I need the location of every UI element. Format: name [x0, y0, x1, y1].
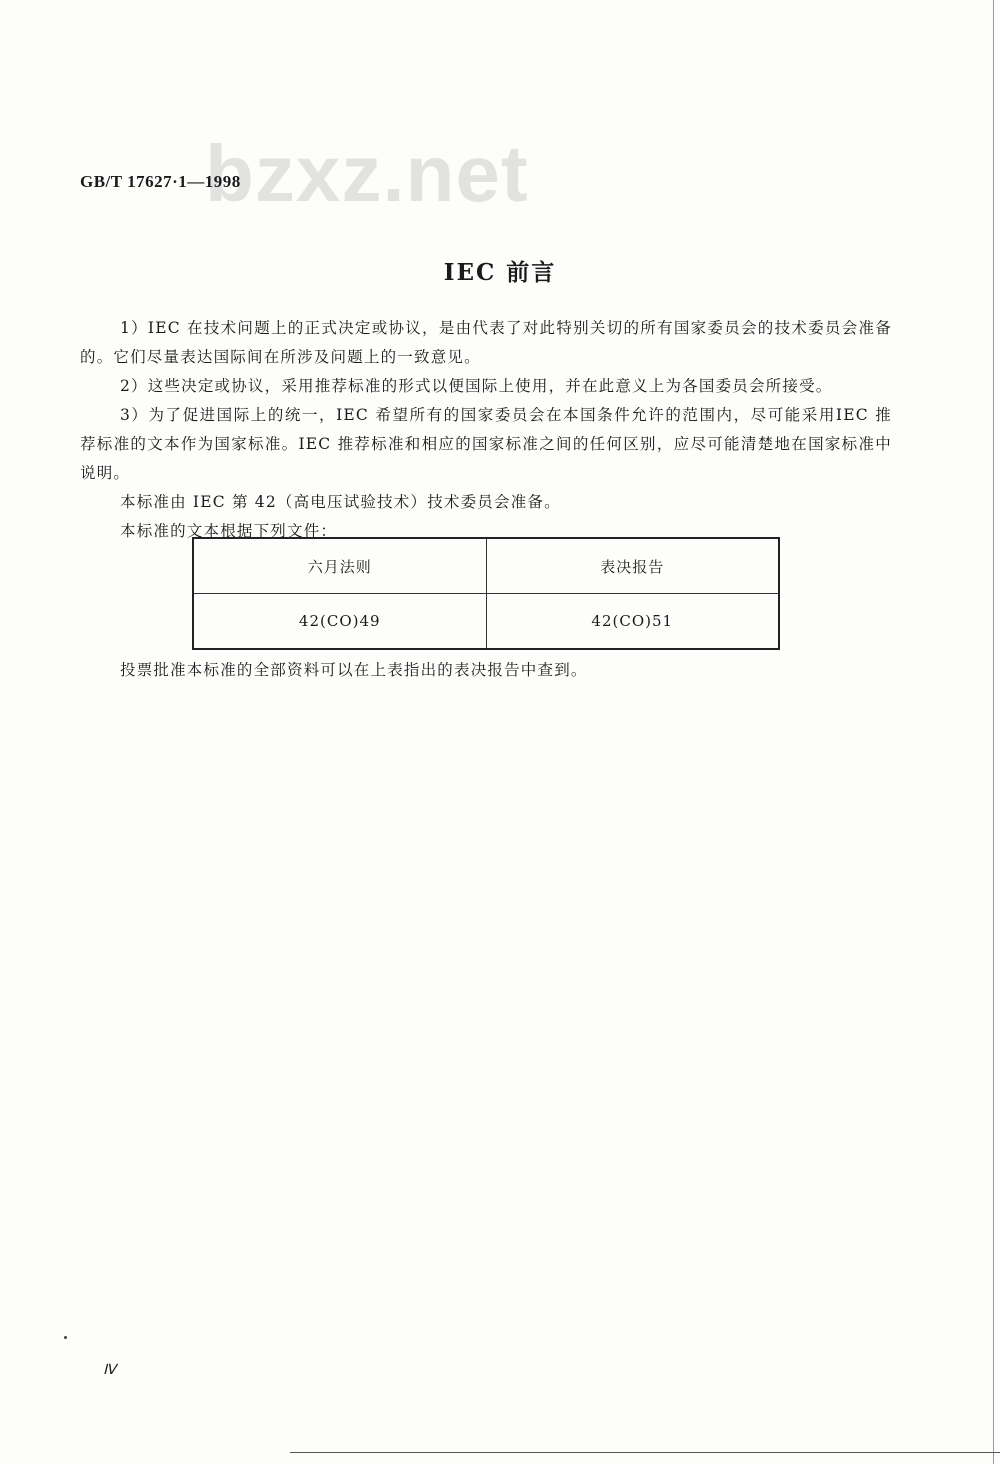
table-cell: 42(CO)49 [193, 594, 486, 650]
paragraph-1: 1）IEC 在技术问题上的正式决定或协议，是由代表了对此特别关切的所有国家委员会的技术委员会准备的。它们尽量表达国际间在所涉及问题上的一致意见。 [80, 319, 892, 366]
table-header-row [193, 538, 779, 594]
document-table [192, 537, 780, 650]
table-header-cell: 表决报告 [486, 538, 779, 594]
paragraph-3: 3）为了促进国际上的统一，IEC 希望所有的国家委员会在本国条件允许的范围内，尽可能采用IEC 推荐标准的文本作为国家标准。IEC 推荐标准和相应的国家标准之间的任何区别，应尽可能清楚地在国家标准中说明。 [80, 406, 892, 482]
paragraph-4: 本标准由 IEC 第 42（高电压试验技术）技术委员会准备。 [120, 493, 561, 511]
scan-speck [64, 1336, 67, 1339]
page-title: IEC 前言 [443, 259, 557, 286]
scan-bottom-line [290, 1452, 1000, 1453]
closing-paragraph: 投票批准本标准的全部资料可以在上表指出的表决报告中查到。 [120, 661, 588, 679]
paragraph-5: 本标准的文本根据下列文件： [120, 522, 338, 540]
scan-edge-line [993, 0, 994, 1464]
table-cell: 42(CO)51 [486, 594, 779, 650]
paragraph-2: 2）这些决定或协议，采用推荐标准的形式以便国际上使用，并在此意义上为各国委员会所接受。 [120, 377, 833, 395]
watermark: bzxz.net [205, 129, 529, 218]
foreword-body [80, 314, 892, 546]
page-number: Ⅳ [103, 1363, 116, 1378]
table-header-cell: 六月法则 [193, 538, 486, 594]
standard-code: GB/T 17627·1—1998 [80, 172, 241, 191]
table-row [193, 594, 779, 650]
